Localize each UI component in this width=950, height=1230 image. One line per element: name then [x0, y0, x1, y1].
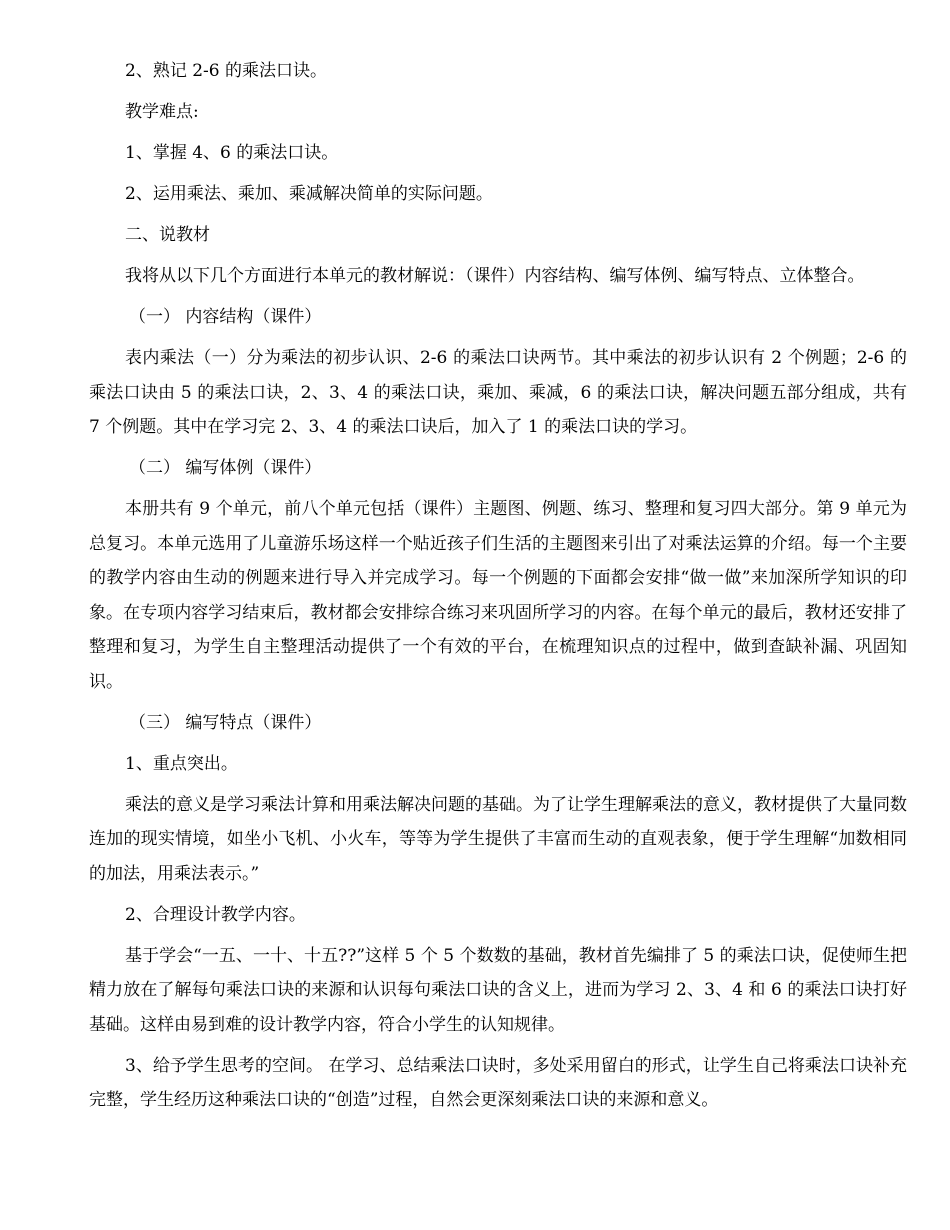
paragraph-difficulty-2: 2、运用乘法、乘加、乘减解决简单的实际问题。 — [125, 184, 493, 204]
paragraph-difficulty-1: 1、掌握 4、6 的乘法口诀。 — [125, 143, 339, 163]
paragraph-feature-3: 3、给予学生思考的空间。 在学习、总结乘法口诀时，多处采用留白的形式，让学生自己将乘法口诀补充完整，学生经历这种乘法口诀的“创造”过程，自然会更深刻乘法口诀的来源和意义。 — [89, 1055, 907, 1110]
paragraph-textbook-intro: 我将从以下几个方面进行本单元的教材解说：（课件）内容结构、编写体例、编写特点、立体整合。 — [125, 266, 865, 286]
paragraph-feature-2-heading: 2、合理设计教学内容。 — [125, 904, 306, 925]
paragraph-memorize-tables: 2、熟记 2-6 的乘法口诀。 — [125, 61, 327, 81]
paragraph-teaching-difficulties-heading: 教学难点: — [125, 102, 199, 122]
document-page — [89, 54, 907, 1124]
paragraph-feature-1-body: 乘法的意义是学习乘法计算和用乘法解决问题的基础。为了让学生理解乘法的意义，教材提供了大量同数连加的现实情境，如坐小飞机、小火车，等等为学生提供了丰富而生动的直观表象，便于学生理解“加数相同的加法，用乘法表示。” — [89, 794, 907, 884]
subheading-writing-features: （三） 编写特点（课件） — [129, 712, 322, 733]
subheading-content-structure: （一） 内容结构（课件） — [129, 307, 322, 327]
subheading-writing-format: （二） 编写体例（课件） — [129, 458, 322, 478]
paragraph-feature-2-body: 基于学会“一五、一十、十五??”这样 5 个 5 个数数的基础，教材首先编排了 5 的乘法口诀，促使师生把精力放在了解每句乘法口诀的来源和认识每句乘法口诀的含义上，进而为学习 2、3、4 和 6 的乘法口诀打好基础。这样由易到难的设计教学内容，符合小学生的认知规律。 — [89, 945, 907, 1035]
paragraph-content-structure: 表内乘法（一）分为乘法的初步认识、2-6 的乘法口诀两节。其中乘法的初步认识有 2 个例题；2-6 的乘法口诀由 5 的乘法口诀，2、3、4 的乘法口诀，乘加、乘减，6 的乘法口诀，解决问题五部分组成，共有 7 个例题。其中在学习完 2、3、4 的乘法口诀后，加入了 1 的乘法口诀的学习。 — [89, 348, 907, 437]
paragraph-writing-format: 本册共有 9 个单元，前八个单元包括（课件）主题图、例题、练习、整理和复习四大部分。第 9 单元为总复习。本单元选用了儿童游乐场这样一个贴近孩子们生活的主题图来引出了对乘法运算的介绍。每一个主要的教学内容由生动的例题来进行导入并完成学习。每一个例题的下面都会安排“做一做”来加深所学知识的印象。在专项内容学习结束后，教材都会安排综合练习来巩固所学习的内容。在每个单元的最后，教材还安排了整理和复习，为学生自主整理活动提供了一个有效的平台，在梳理知识点的过程中，做到查缺补漏、巩固知识。 — [89, 499, 907, 692]
section-heading-textbook: 二、说教材 — [125, 225, 210, 245]
paragraph-feature-1-heading: 1、重点突出。 — [125, 753, 238, 774]
